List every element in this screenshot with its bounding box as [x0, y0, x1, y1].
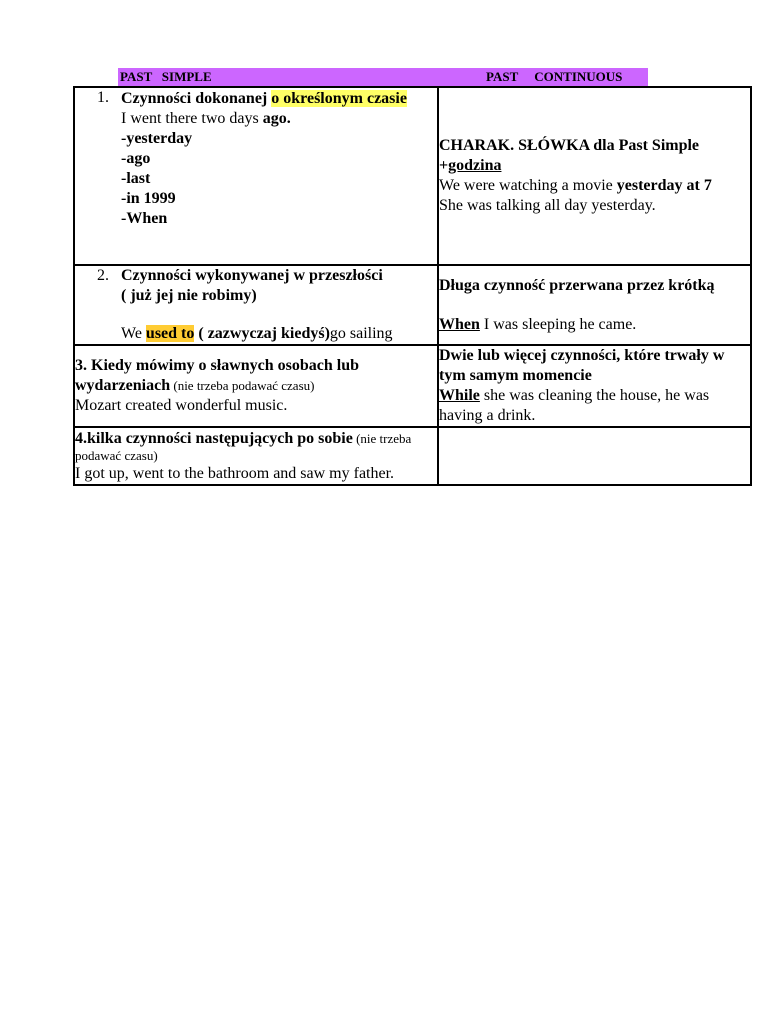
example-sentence: I went there two days ago.: [121, 110, 291, 127]
list-item: [75, 266, 437, 344]
past-continuous-cell-3: [438, 345, 751, 427]
marker-item: -in 1999: [121, 190, 176, 207]
list-number: 1.: [97, 89, 109, 106]
example-sentence: Mozart created wonderful music.: [75, 397, 288, 414]
example-sentence: While she was cleaning the house, he was having a drink.: [439, 387, 710, 424]
rule-title: 3. Kiedy mówimy o sławnych osobach lub wydarzeniach (nie trzeba podawać czasu): [75, 357, 360, 394]
cell-heading: Dwie lub więcej czynności, które trwały w tym samym momencie: [439, 347, 725, 384]
past-continuous-cell-1: [438, 87, 751, 265]
tense-comparison-table: [73, 86, 752, 486]
example-sentence: When I was sleeping he came.: [439, 316, 637, 333]
past-simple-heading: PAST SIMPLE: [120, 69, 212, 84]
rule-title: 4.kilka czynności następujących po sobie (nie trzeba podawać czasu): [75, 430, 412, 463]
past-continuous-cell-4: [438, 427, 751, 485]
rule-title: Czynności dokonanej o określonym czasie: [121, 90, 407, 107]
list-number: 2.: [97, 267, 109, 284]
cell-heading: Długa czynność przerwana przez krótką: [439, 277, 715, 294]
past-simple-cell-3: [74, 345, 438, 427]
example-sentence: I got up, went to the bathroom and saw my father.: [75, 465, 395, 482]
example-sentence: We used to ( zazwyczaj kiedyś)go sailing: [121, 325, 393, 342]
table-row: [74, 87, 751, 265]
past-simple-cell-4: [74, 427, 438, 485]
marker-item: -ago: [121, 150, 151, 167]
rule-title: Czynności wykonywanej w przeszłości: [121, 267, 383, 284]
list-item: [75, 88, 437, 229]
marker-item: -When: [121, 210, 168, 227]
highlighted-phrase: o określonym czasie: [271, 90, 407, 107]
table-row: [74, 427, 751, 485]
example-sentence: She was talking all day yesterday.: [439, 197, 656, 214]
cell-heading: CHARAK. SŁÓWKA dla Past Simple: [439, 137, 700, 154]
past-simple-cell-2: [74, 265, 438, 345]
tense-header-bar: [118, 68, 648, 86]
table-row: [74, 265, 751, 345]
past-continuous-heading: PAST CONTINUOUS: [486, 69, 623, 84]
rule-subtitle: ( już jej nie robimy): [121, 287, 257, 304]
godzina-line: +godzina: [439, 157, 502, 174]
marker-item: -last: [121, 170, 151, 187]
past-simple-cell-1: [74, 87, 438, 265]
past-continuous-cell-2: [438, 265, 751, 345]
table-row: [74, 345, 751, 427]
highlighted-phrase: used to: [145, 325, 195, 342]
example-sentence: We were watching a movie yesterday at 7: [439, 177, 712, 194]
marker-item: -yesterday: [121, 130, 193, 147]
